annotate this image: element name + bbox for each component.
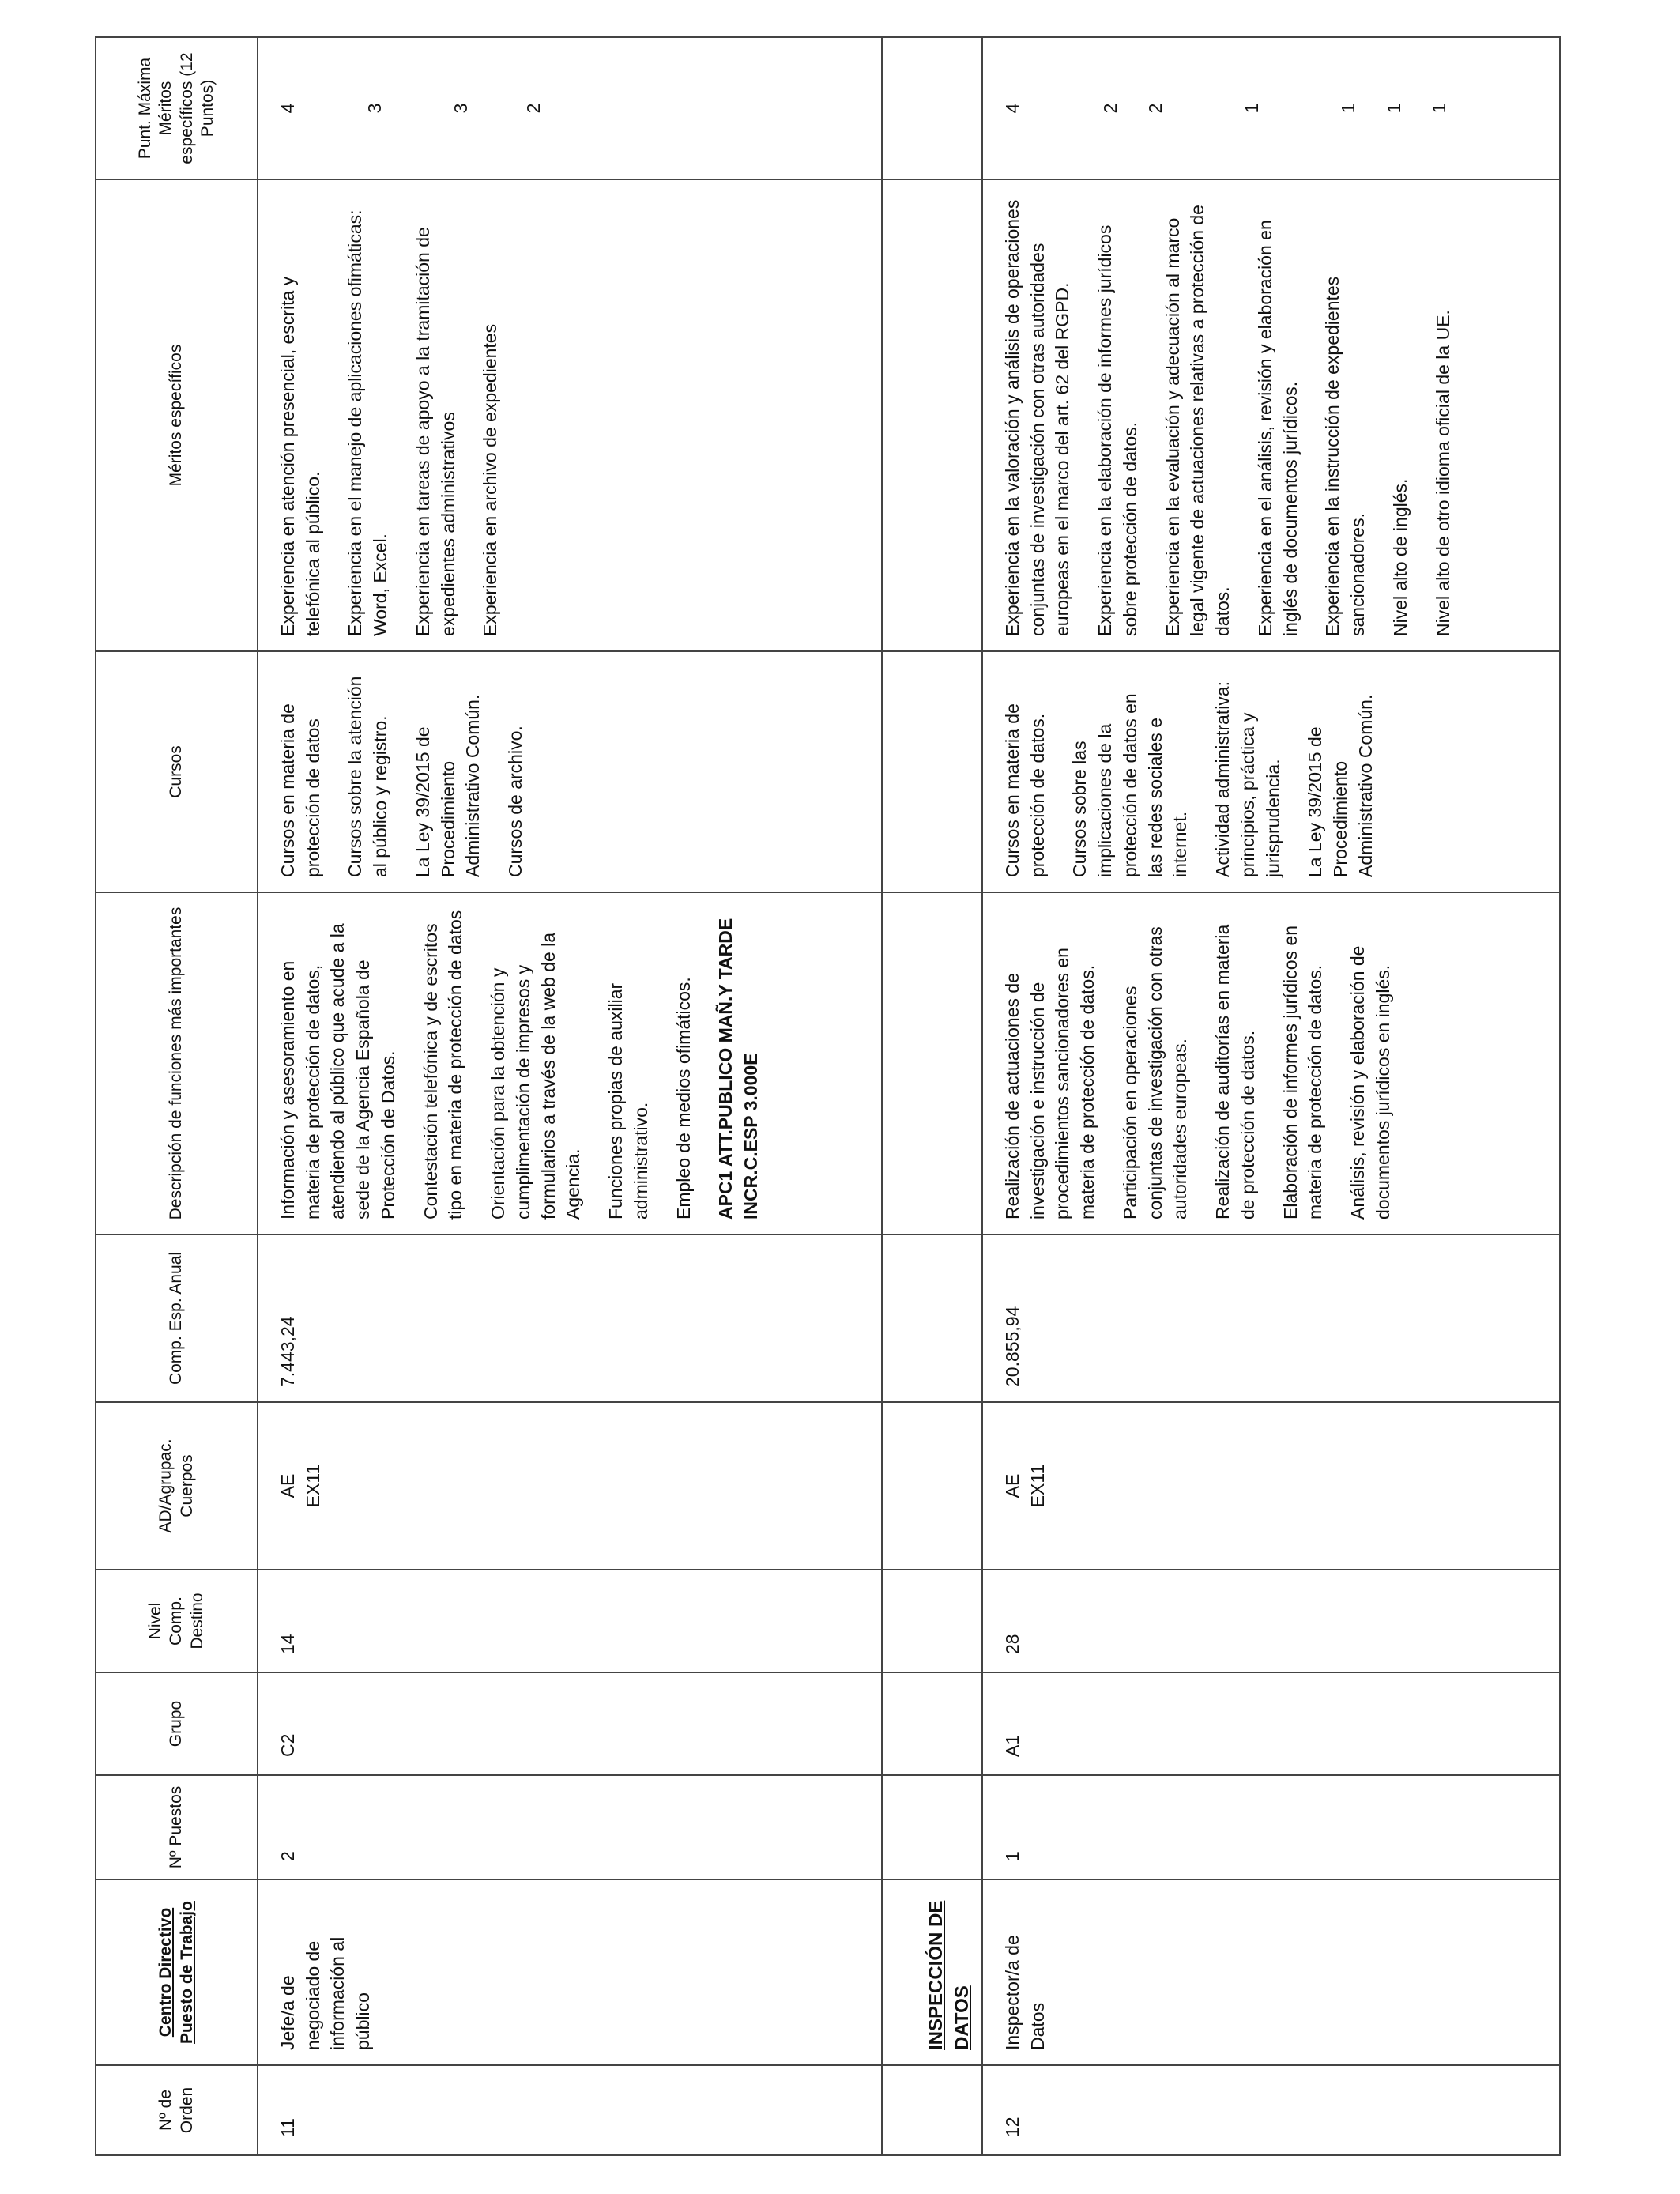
grupo-cell: C2	[258, 1672, 882, 1775]
funcion-item: Análisis, revisión y elaboración de documentos jurídicos en inglés.	[1347, 945, 1393, 1220]
punto-value: 1	[1337, 103, 1358, 114]
header-punt: Punt. Máxima Méritos específicos (12 Puntos)	[96, 37, 258, 179]
merito-item: Experiencia en el manejo de aplicaciones ofimáticas: Word, Excel.	[345, 209, 391, 636]
curso-item: Cursos en materia de protección de datos.	[1002, 703, 1048, 877]
nivel-cell: 14	[258, 1570, 882, 1672]
punto-value: 2	[1145, 103, 1166, 114]
header-desc: Descripción de funciones más importantes	[96, 892, 258, 1235]
puntos-cell	[258, 37, 882, 179]
funcion-item: Orientación para la obtención y cumplimentación de impresos y formularios a través de la web de la Agencia.	[488, 932, 584, 1220]
punto-value: 3	[450, 103, 472, 114]
punto-value: 1	[1241, 103, 1263, 114]
merito-item: Nivel alto de otro idioma oficial de la UE.	[1432, 310, 1453, 636]
merito-item: Nivel alto de inglés.	[1389, 478, 1411, 636]
funcion-item: Funciones propias de auxiliar administrativo.	[605, 982, 651, 1220]
meritos-cell	[258, 179, 882, 651]
funcion-nota: APC1 ATT.PUBLICO MAÑ.Y TARDE INCR.C.ESP 3.000E	[715, 918, 762, 1220]
punto-value: 4	[277, 103, 298, 114]
header-cursos: Cursos	[96, 651, 258, 892]
merito-item: Experiencia en la elaboración de informes jurídicos sobre protección de datos.	[1094, 224, 1140, 636]
comp-cell: 7.443,24	[258, 1235, 882, 1402]
cursos-cell	[982, 651, 1560, 892]
grupo-cell: A1	[982, 1672, 1560, 1775]
merito-item: Experiencia en la instrucción de expedientes sancionadores.	[1322, 276, 1369, 636]
header-meritos: Méritos específicos	[96, 179, 258, 651]
nivel-cell: 28	[982, 1570, 1560, 1672]
merito-item: Experiencia en el análisis, revisión y elaboración en inglés de documentos jurídicos.	[1254, 220, 1301, 636]
curso-item: Cursos en materia de protección de datos	[277, 703, 323, 877]
rotated-table-sheet	[95, 38, 1561, 2156]
table-row-12	[982, 37, 1560, 2155]
puesto-cell: Inspector/a de Datos	[982, 1879, 1560, 2065]
merito-item: Experiencia en archivo de expedientes	[480, 323, 501, 636]
punto-value: 4	[1002, 103, 1023, 114]
curso-item: La Ley 39/2015 de Procedimiento Administrativo Común.	[412, 694, 484, 877]
npuestos-cell: 1	[982, 1775, 1560, 1879]
merito-item: Experiencia en la evaluación y adecuación al marco legal vigente de actuaciones relativas a protección de datos.	[1162, 205, 1234, 636]
header-comp: Comp. Esp. Anual	[96, 1235, 258, 1402]
header-orden: Nº de Orden	[96, 2065, 258, 2155]
merito-item: Experiencia en atención presencial, escrita y telefónica al público.	[277, 276, 323, 636]
ad-line-2: EX11	[1026, 1464, 1048, 1508]
curso-item: La Ley 39/2015 de Procedimiento Administrativo Común.	[1305, 694, 1376, 877]
funcion-item: Información y asesoramiento en materia de protección de datos, atendiendo al público que acude a la sede de la Agencia Española de Protección de Datos.	[277, 923, 398, 1220]
section-row	[882, 37, 982, 2155]
cursos-cell	[258, 651, 882, 892]
comp-cell: 20.855,94	[982, 1235, 1560, 1402]
job-positions-table	[95, 36, 1561, 2156]
header-puesto: Puesto de Trabajo	[177, 1901, 196, 2044]
ad-cell	[982, 1402, 1560, 1570]
ad-line-1: AE	[1002, 1473, 1023, 1498]
punto-value: 2	[1099, 103, 1121, 114]
header-nivel: Nivel Comp. Destino	[96, 1570, 258, 1672]
merito-item: Experiencia en la valoración y análisis de operaciones conjuntas de investigación con otras autoridades europeas en el marco del art. 62 del RGPD.	[1002, 199, 1073, 636]
curso-item: Cursos sobre la atención al público y registro.	[345, 676, 391, 877]
curso-item: Actividad administrativa: principios, práctica y jurisprudencia.	[1212, 681, 1283, 877]
funcion-item: Realización de auditorías en materia de protección de datos.	[1212, 924, 1258, 1220]
punto-value: 1	[1429, 103, 1450, 114]
ad-line-1: AE	[277, 1473, 298, 1498]
punto-value: 1	[1383, 103, 1404, 114]
header-npuestos: Nº Puestos	[96, 1775, 258, 1879]
header-centro: Centro Directivo	[156, 1907, 175, 2038]
ad-line-2: EX11	[302, 1464, 323, 1508]
punto-value: 3	[363, 103, 385, 114]
orden-cell: 12	[982, 2065, 1560, 2155]
curso-item: Cursos de archivo.	[505, 726, 526, 877]
orden-cell: 11	[258, 2065, 882, 2155]
funcion-item: Contestación telefónica y de escritos tipo en materia de protección de datos	[420, 910, 466, 1220]
meritos-cell	[982, 179, 1560, 651]
punto-value: 2	[523, 103, 544, 114]
funciones-cell	[258, 892, 882, 1235]
header-ad: AD/Agrupac. Cuerpos	[96, 1402, 258, 1570]
header-grupo: Grupo	[96, 1672, 258, 1775]
ad-cell	[258, 1402, 882, 1570]
npuestos-cell: 2	[258, 1775, 882, 1879]
funciones-cell	[982, 892, 1560, 1235]
header-row	[96, 37, 258, 2155]
funcion-item: Elaboración de informes jurídicos en materia de protección de datos.	[1279, 925, 1326, 1220]
funcion-item: Participación en operaciones conjuntas de investigación con otras autoridades europeas.	[1119, 926, 1191, 1220]
header-centro-puesto	[96, 1879, 258, 2065]
merito-item: Experiencia en tareas de apoyo a la tramitación de expedientes administrativos	[412, 227, 458, 636]
table-row-11	[258, 37, 882, 2155]
funcion-item: Realización de actuaciones de investigación e instrucción de procedimientos sancionadores en materia de protección de datos.	[1002, 948, 1098, 1220]
puesto-cell: Jefe/a de negociado de información al público	[258, 1879, 882, 2065]
puntos-cell	[982, 37, 1560, 179]
funcion-item: Empleo de medios ofimáticos.	[672, 977, 694, 1220]
section-title: INSPECCIÓN DE DATOS	[882, 1879, 982, 2065]
curso-item: Cursos sobre las implicaciones de la protección de datos en las redes sociales e internet.	[1069, 693, 1191, 877]
